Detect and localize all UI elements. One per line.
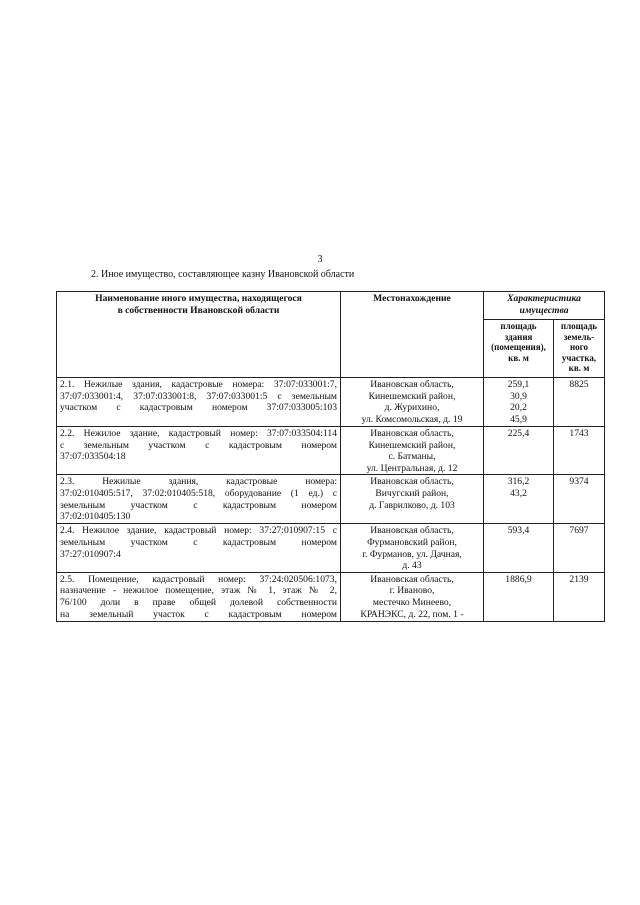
table-header-row [57, 292, 605, 320]
property-location: Ивановская область, Кинешемский район, д. Журихино, ул. Комсомольская, д. 19 [341, 378, 484, 427]
property-location: Ивановская область, г. Иваново, местечко Минеево, КРАНЭКС, д. 22, пом. 1 - [341, 572, 484, 621]
property-location: Ивановская область, Кинешемский район, с. Батманы, ул. Центральная, д. 12 [341, 427, 484, 475]
building-area: 316,2 43,2 [484, 475, 554, 524]
building-area: 1886,9 [484, 572, 554, 621]
table-row [57, 475, 605, 524]
property-name: 2.4. Нежилое здание, кадастровый номер: 37:27:010907:15 с земельным участком с кадастровым номером 37:27:010907:4 [57, 524, 341, 572]
header-building-area: площадь здания (помещения), кв. м [484, 320, 554, 378]
building-area: 225,4 [484, 427, 554, 475]
header-characteristics: Характеристика имущества [484, 292, 605, 320]
header-name: Наименование иного имущества, находящегося в собственности Ивановской области [57, 292, 341, 378]
land-area: 7697 [554, 524, 605, 572]
table-row [57, 572, 605, 621]
property-table [56, 291, 605, 622]
header-land-area: площадь земель- ного участка, кв. м [554, 320, 605, 378]
page-number: 3 [317, 254, 323, 265]
property-location: Ивановская область, Фурмановский район, г. Фурманов, ул. Дачная, д. 43 [341, 524, 484, 572]
table-row [57, 524, 605, 572]
header-location: Местонахождение [341, 292, 484, 378]
section-title: 2. Иное имущество, составляющее казну Ивановской области [91, 269, 355, 280]
land-area: 2139 [554, 572, 605, 621]
building-area: 593,4 [484, 524, 554, 572]
table-row [57, 378, 605, 427]
property-name: 2.1. Нежилые здания, кадастровые номера: 37:07:033001:7, 37:07:033001:4, 37:07:033001:8, 37:07:033001:5 с земельным участком с кадастровым номером 37:07:033005:103 [57, 378, 341, 427]
land-area: 1743 [554, 427, 605, 475]
property-name: 2.5. Помещение, кадастровый номер: 37:24:020506:1073, назначение - нежилое помещение, этаж № 1, этаж № 2, 76/100 доли в праве общей долевой собственности на земельный участок с кадастровым номером [57, 572, 341, 621]
table-row [57, 427, 605, 475]
land-area: 8825 [554, 378, 605, 427]
property-location: Ивановская область, Вичугский район, д. Гаврилково, д. 103 [341, 475, 484, 524]
land-area: 9374 [554, 475, 605, 524]
property-name: 2.2. Нежилое здание, кадастровый номер: 37:07:033504:114 с земельным участком с кадастровым номером 37:07:033504:18 [57, 427, 341, 475]
building-area: 259,1 30,9 20,2 45,9 [484, 378, 554, 427]
property-name: 2.3. Нежилые здания, кадастровые номера: 37:02:010405:517, 37:02:010405:518, оборудование (1 ед.) с земельным участком с кадастровым номером 37:02:010405:130 [57, 475, 341, 524]
